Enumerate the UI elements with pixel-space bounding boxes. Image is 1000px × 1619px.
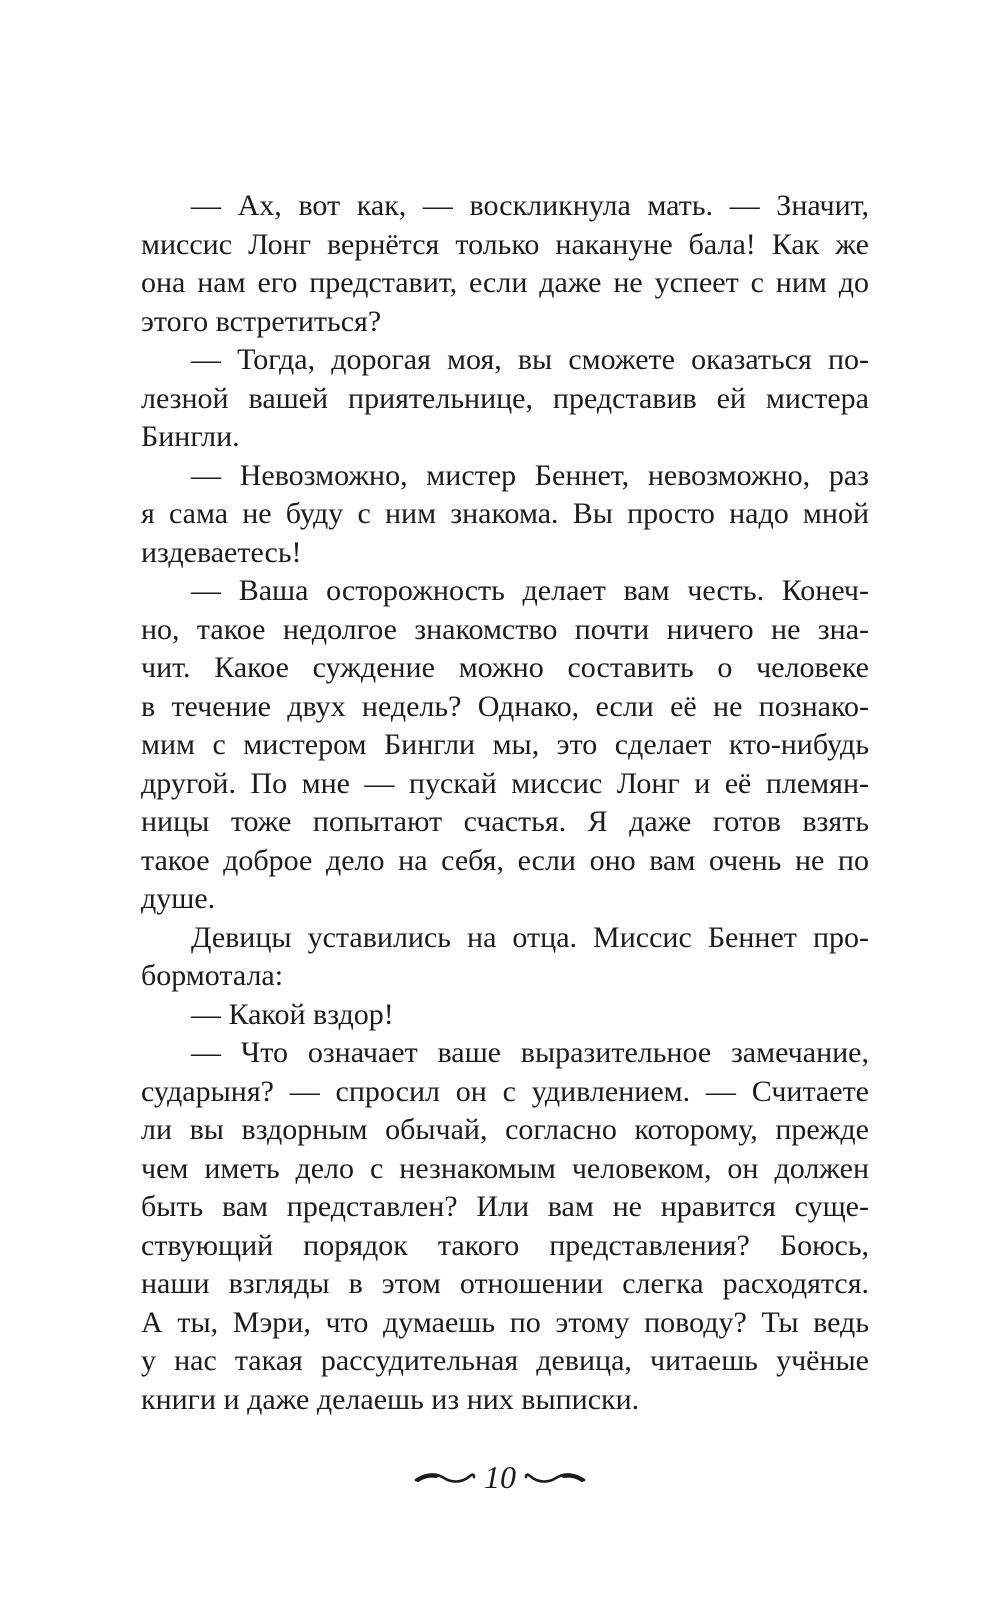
text-line: этого встретиться?: [141, 304, 382, 338]
text-line: мим с мистером Бингли мы, это сделает кто-нибудь: [141, 728, 869, 761]
text-line: издеваетесь!: [141, 535, 302, 569]
page-folio: [0, 1455, 1000, 1499]
text-line: Бингли.: [141, 420, 240, 453]
text-line: ствующий порядок такого представления? Боюсь,: [141, 1228, 869, 1262]
left-swash-icon: [414, 1465, 476, 1489]
text-line: — Ваша осторожность делает вам честь. Конеч-: [191, 574, 869, 607]
text-line: другой. По мне — пускай миссис Лонг и её племян-: [141, 766, 869, 800]
text-line: но, такое недолгое знакомство почти ничего не зна-: [141, 612, 869, 646]
right-swash-icon: [524, 1465, 586, 1489]
text-line: книги и даже делаешь из них выписки.: [141, 1382, 640, 1416]
text-line: наши взгляды в этом отношении слегка расходятся.: [141, 1267, 869, 1300]
text-line: миссис Лонг вернётся только накануне бала! Как же: [141, 227, 869, 261]
page-number: 10: [484, 1459, 516, 1495]
text-line: чит. Какое суждение можно составить о человеке: [141, 651, 869, 684]
text-line: лезной вашей приятельнице, представив ей мистера: [141, 381, 869, 415]
text-line: А ты, Мэри, что думаешь по этому поводу? Ты ведь: [141, 1305, 869, 1339]
text-line: я сама не буду с ним знакома. Вы просто надо мной: [141, 497, 869, 530]
text-line: в течение двух недель? Однако, если её не познако-: [141, 689, 869, 723]
text-line: у нас такая рассудительная девица, читаешь учёные: [141, 1344, 869, 1377]
text-line: — Тогда, дорогая моя, вы сможете оказаться по-: [191, 343, 869, 376]
text-line: она нам его представит, если даже не успеет с ним до: [141, 266, 869, 299]
text-line: Девицы уставились на отца. Миссис Беннет про-: [191, 920, 869, 954]
text-line: сударыня? — спросил он с удивлением. — Считаете: [141, 1074, 869, 1108]
body-text: [141, 187, 869, 1419]
text-line: — Ах, вот как, — воскликнула мать. — Значит,: [191, 189, 869, 222]
text-line: быть вам представлен? Или вам не нравится суще-: [141, 1190, 869, 1223]
text-line: чем иметь дело с незнакомым человеком, он должен: [141, 1151, 869, 1185]
text-line: ницы тоже попытают счастья. Я даже готов взять: [141, 805, 869, 838]
text-line: — Что означает ваше выразительное замечание,: [191, 1036, 869, 1069]
text-line: такое доброе дело на себя, если оно вам очень не по: [141, 843, 869, 877]
text-line: бормотала:: [141, 959, 284, 992]
text-line: душе.: [141, 882, 216, 915]
text-line: — Какой вздор!: [191, 997, 394, 1031]
text-line: ли вы вздорным обычай, согласно которому, прежде: [141, 1113, 869, 1146]
text-line: — Невозможно, мистер Беннет, невозможно, раз: [191, 458, 869, 492]
